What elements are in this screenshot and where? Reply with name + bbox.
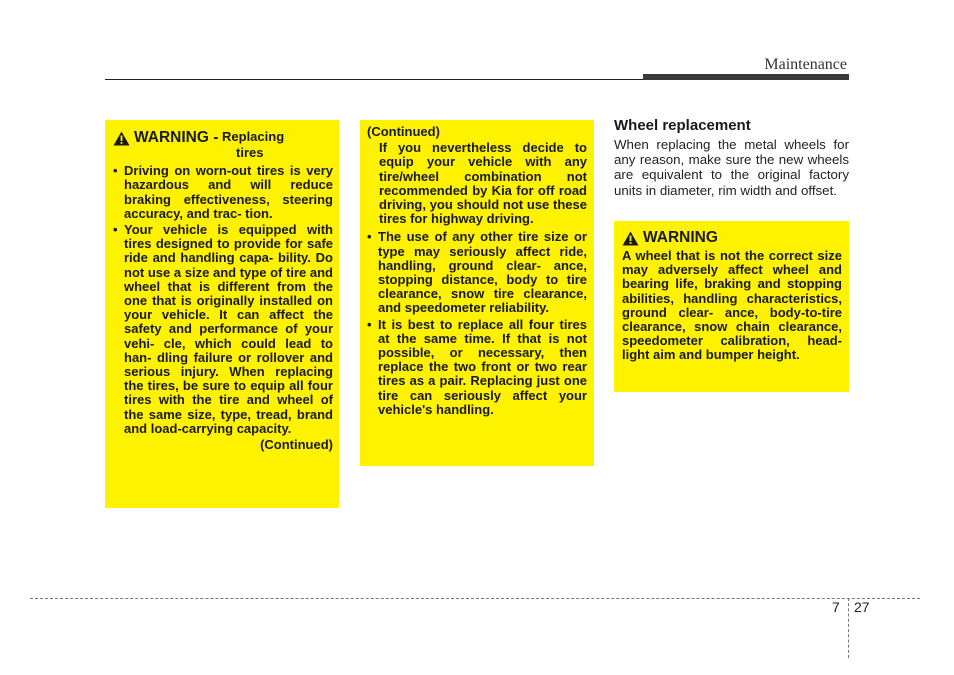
bullet-item: • The use of any other tire size or type may seriously affect ride, handling, ground clear- ance, stopping distance, body to tire clearance, snow tire clearance, and speedometer reliability. [367, 230, 587, 315]
warning-bullets [367, 230, 587, 417]
header-rule [105, 79, 643, 80]
warning-bullets [113, 164, 333, 436]
continued-intro: If you nevertheless decide to equip your vehicle with any tire/wheel combination not recommended by Kia for off road driving, you should not use these tires for highway driving. [379, 140, 587, 227]
warning-header [113, 130, 333, 146]
bullet-item: • It is best to replace all four tires at the same time. If that is not possible, or necessary, then replace the two front or two rear tires as a pair. Replacing just one tire can seriously affect your vehicle's handling. [367, 318, 587, 417]
section-title: Maintenance [764, 56, 847, 73]
chapter-number: 7 [832, 599, 840, 615]
page-number: 27 [854, 599, 870, 615]
wheel-replacement-heading: Wheel replacement [614, 117, 751, 134]
warning-triangle-icon [622, 231, 639, 246]
header-bar [643, 74, 849, 80]
warning-label: WARNING [643, 229, 718, 246]
warning-subtitle: Replacing [222, 129, 285, 144]
wheel-replacement-paragraph: When replacing the metal wheels for any reason, make sure the new wheels are equivalent to the original factory units in diameter, rim width and offset. [614, 137, 849, 198]
warning-header [622, 230, 842, 246]
warning-box-wheel [614, 221, 849, 392]
warning-body: A wheel that is not the correct size may adversely affect wheel and bearing life, braking and stopping abilities, handling characteristics, ground clear- ance, body-to-tire clearance, snow chain clearance, speedometer calibration, head- light aim and bumper height. [622, 248, 842, 363]
footer-divider [848, 598, 849, 658]
bullet-item: • Driving on worn-out tires is very hazardous and will reduce braking effectiveness, steering accuracy, and trac- tion. [113, 164, 333, 221]
bullet-item: • Your vehicle is equipped with tires designed to provide for safe ride and handling capa- bility. Do not use a size and type of tire and wheel that is different from the one that is originally installed on your vehicle. It can affect the safety and performance of your vehi- cle, which could lead to han- dling failure or rollover and serious injury. When replacing the tires, be sure to equip all four tires with the tire and wheel of the same size, type, tread, brand and load-carrying capacity. [113, 223, 333, 436]
warning-label: WARNING - [134, 129, 219, 146]
warning-box-replacing-tires [105, 120, 339, 508]
warning-box-continued [360, 120, 594, 466]
warning-triangle-icon [113, 131, 130, 146]
footer-rule [30, 598, 920, 599]
continued-heading: (Continued) [367, 124, 440, 139]
warning-subtitle-line2: tires [236, 145, 264, 160]
continued-label: (Continued) [260, 437, 333, 453]
